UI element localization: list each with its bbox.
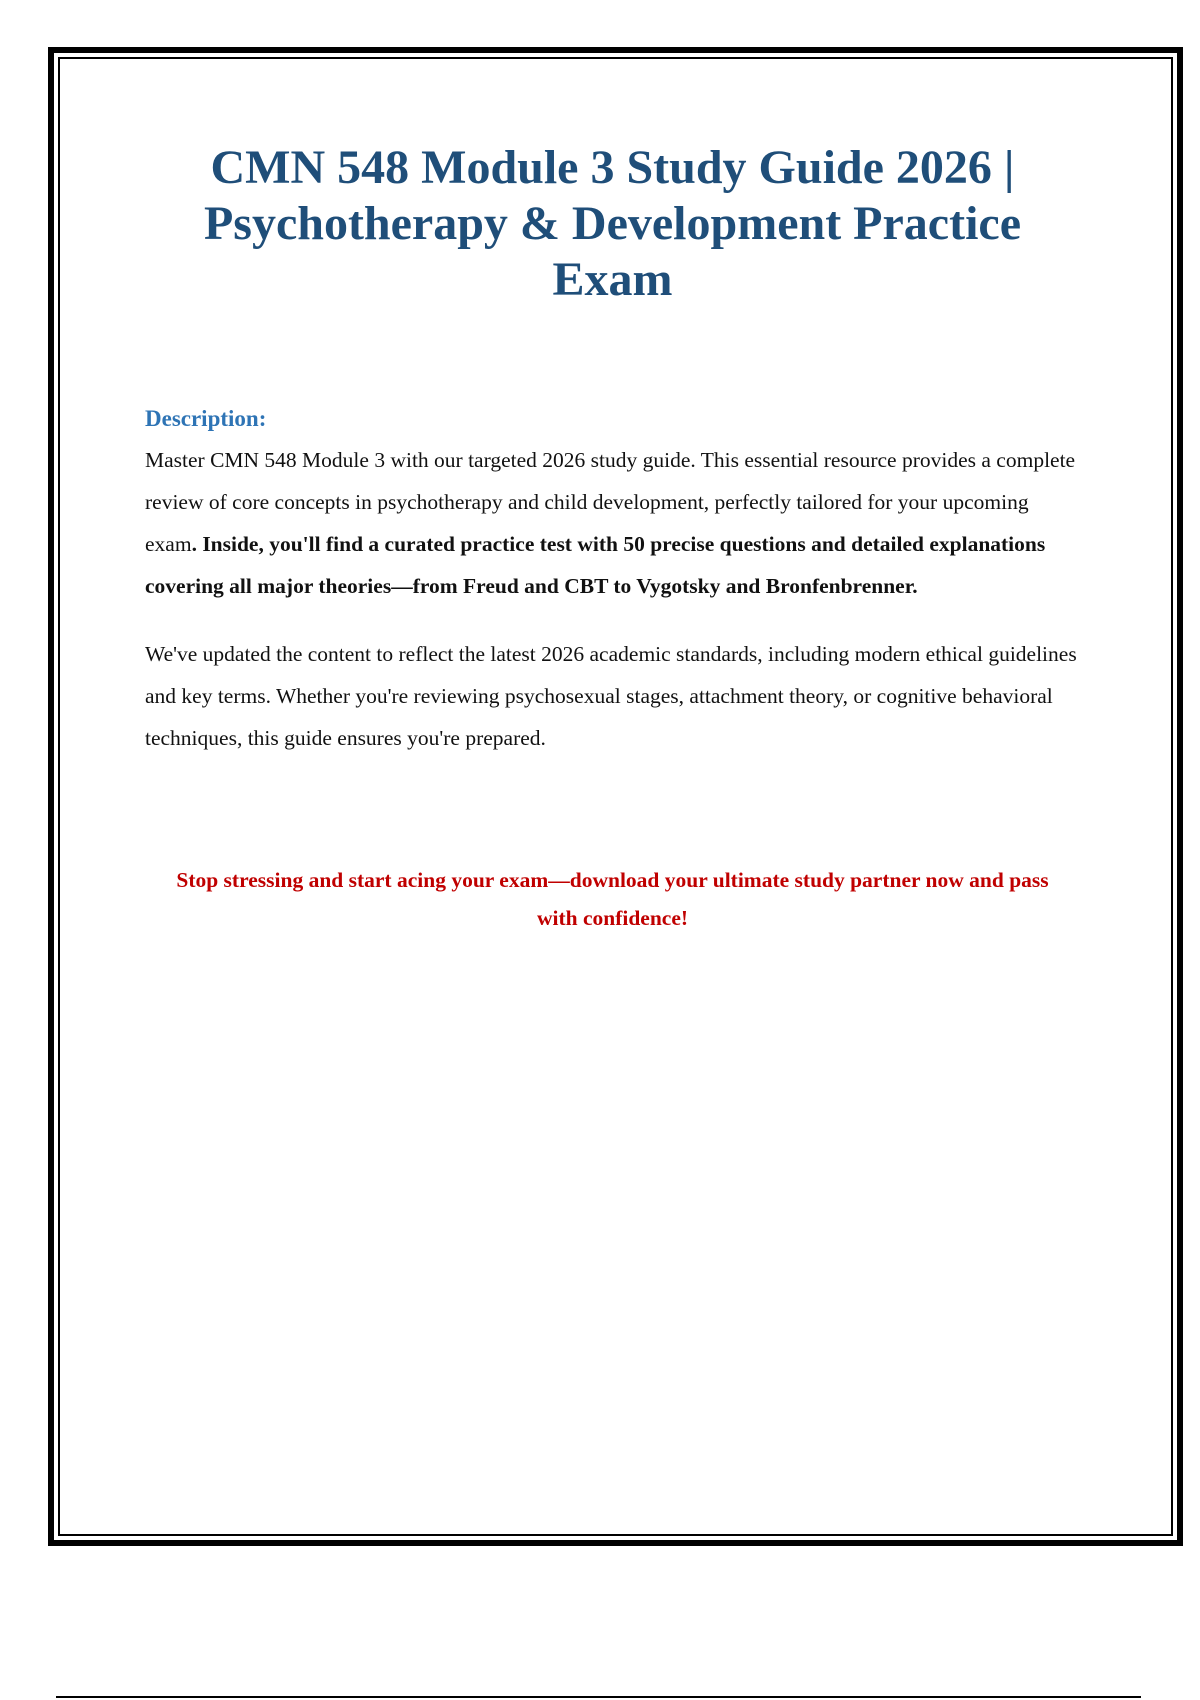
- description-paragraph-1-plain: Master CMN 548 Module 3 with our targeted 2026 study guide. This essential resource provides a complete review of core concepts in psychotherapy and child development, perfectly tailored for your upcoming exam: [145, 448, 1076, 556]
- description-paragraph-1-bold: . Inside, you'll find a curated practice test with 50 precise questions and detailed explanations covering all major theories—from Freud and CBT to Vygotsky and Bronfenbrenner.: [145, 532, 1046, 598]
- description-paragraph-2: We've updated the content to reflect the latest 2026 academic standards, including modern ethical guidelines and key terms. Whether you're reviewing psychosexual stages, attachment theory, or cognitive behavioral techniques, this guide ensures you're prepared.: [145, 642, 1077, 750]
- footer-rule: [56, 1696, 1141, 1698]
- document-content: [145, 140, 1080, 937]
- document-title: CMN 548 Module 3 Study Guide 2026 | Psychotherapy & Development Practice Exam: [203, 141, 1022, 306]
- description-label: Description:: [145, 406, 267, 431]
- call-to-action: Stop stressing and start acing your exam—download your ultimate study partner now and pass with confidence!: [176, 868, 1049, 930]
- description-paragraph-1: [145, 439, 1080, 607]
